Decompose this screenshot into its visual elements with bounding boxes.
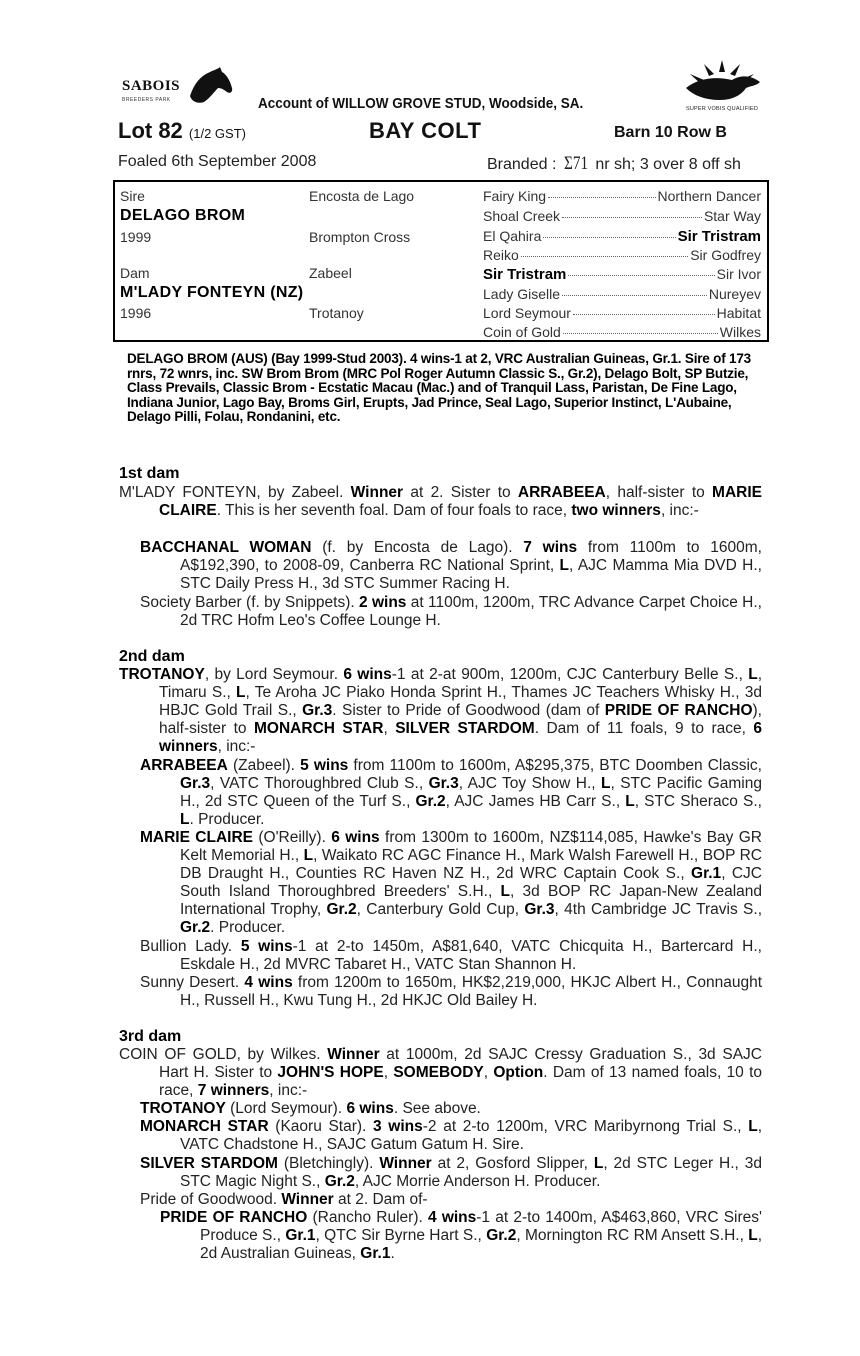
ancestor-row: Lady Giselle Nureyev [483, 286, 761, 302]
sabois-logo-text: SABOIS [122, 78, 181, 94]
progeny-entry: Bullion Lady. 5 wins-1 at 2-to 1450m, A$81,640, VATC Chicquita H., Bartercard H., Eskdale H., 2d MVRC Tabaret H., VATC Stan Shannon H. [140, 938, 762, 973]
sire-name: DELAGO BROM [120, 207, 246, 224]
sire-summary: DELAGO BROM (AUS) (Bay 1999-Stud 2003). 4 wins-1 at 2, VRC Australian Guineas, Gr.1. Sire of 173 rnrs, 72 wnrs, inc. SW Brom Brom (MRC Pol Roger Autumn Classic S., Gr.2), Delago Bolt, SP Butzie, Class Prevails, Classic Brom - Ecstatic Macau (Mac.) and of Tranquil Lass, Paristan, De Fine Lago, Indiana Junior, Lago Bay, Broms Girl, Erupts, Jad Prince, Seal Lago, Superior Instinct, L'Aubaine, Delago Pilli, Folau, Rondanini, etc. [127, 351, 751, 424]
ancestor-row: El Qahira Sir Tristram [483, 228, 761, 245]
dam-sire: Zabeel [309, 265, 352, 281]
dam-name: M'LADY FONTEYN (NZ) [120, 284, 304, 301]
second-dam-heading: 2nd dam [119, 648, 185, 665]
ancestor-row: Shoal Creek Star Way [483, 208, 761, 224]
dam-label: Dam [120, 265, 150, 281]
progeny-entry: Society Barber (f. by Snippets). 2 wins at 1100m, 1200m, TRC Advance Carpet Choice H., 2d TRC Hofm Leo's Coffee Lounge H. [140, 594, 762, 629]
second-dam-text: TROTANOY, by Lord Seymour. 6 wins-1 at 2-at 900m, 1200m, CJC Canterbury Belle S., L, Timaru S., L, Te Aroha JC Piako Honda Sprint H., Thames JC Teachers Whisky H., 3d HBJC Gold Trail S., Gr.3. Sister to Pride of Goodwood (dam of PRIDE OF RANCHO), half-sister to MONARCH STAR, SILVER STARDOM. Dam of 11 foals, 9 to race, 6 winners, inc:- [119, 666, 762, 755]
ancestor-row: Reiko Sir Godfrey [483, 247, 761, 263]
sire-dam: Brompton Cross [309, 229, 411, 245]
progeny-entry: TROTANOY (Lord Seymour). 6 wins. See above. [140, 1100, 481, 1117]
progeny-entry: SILVER STARDOM (Bletchingly). Winner at 2, Gosford Slipper, L, 2d STC Leger H., 3d STC Magic Night S., Gr.2, AJC Morrie Anderson H. Producer. [140, 1155, 762, 1190]
third-dam-text: COIN OF GOLD, by Wilkes. Winner at 1000m, 2d SAJC Cressy Graduation S., 3d SAJC Hart H. Sister to JOHN'S HOPE, SOMEBODY, Option. Dam of 13 named foals, 10 to race, 7 winners, inc:- [119, 1046, 762, 1099]
horse-head-icon [184, 66, 234, 106]
progeny-entry: PRIDE OF RANCHO (Rancho Ruler). 4 wins-1 at 2-to 1400m, A$463,860, VRC Sires' Produce S., Gr.1, QTC Sir Byrne Hart S., Gr.2, Mornington RC RM Ansett S.H., L, 2d Australian Guineas, Gr.1. [160, 1209, 762, 1262]
ancestor-row: Lord Seymour Habitat [483, 305, 761, 321]
vendor-account: Account of WILLOW GROVE STUD, Woodside, SA. [258, 95, 584, 112]
progeny-entry: MONARCH STAR (Kaoru Star). 3 wins-2 at 2-to 1200m, VRC Maribyrnong Trial S., L, VATC Chadstone H., SAJC Gatum Gatum H. Sire. [140, 1118, 762, 1153]
dam-dam: Trotanoy [309, 305, 364, 321]
lot-number [118, 118, 246, 144]
dam-year: 1996 [120, 305, 152, 321]
third-dam-heading: 3rd dam [119, 1028, 182, 1045]
progeny-entry: BACCHANAL WOMAN (f. by Encosta de Lago). 7 wins from 1100m to 1600m, A$192,390, to 2008-09, Canberra RC National Sprint, L, AJC Mamma Mia DVD H., STC Daily Press H., 3d STC Summer Racing H. [140, 539, 762, 592]
progeny-entry: Sunny Desert. 4 wins from 1200m to 1650m, HK$2,219,000, HKJC Albert H., Connaught H., Russell H., Kwu Tung H., 2d HKJC Old Bailey H. [140, 974, 762, 1009]
brand-mark: Σ71 [563, 153, 588, 174]
ancestor-row: Fairy King Northern Dancer [483, 188, 761, 204]
ancestor-row: Coin of Gold Wilkes [483, 324, 761, 340]
first-dam-text: M'LADY FONTEYN, by Zabeel. Winner at 2. Sister to ARRABEEA, half-sister to MARIE CLAIRE. This is her seventh foal. Dam of four foals to race, two winners, inc:- [119, 484, 762, 519]
lot-label: Lot 82 [118, 118, 183, 143]
pedigree-table [113, 180, 769, 342]
super-vobis-logo [676, 58, 768, 114]
page-title: BAY COLT [369, 118, 482, 143]
progeny-entry: Pride of Goodwood. Winner at 2. Dam of- [140, 1191, 428, 1208]
horse-silhouette-icon [676, 58, 768, 104]
branded-label: Branded : [487, 156, 557, 173]
progeny-entry: MARIE CLAIRE (O'Reilly). 6 wins from 1300m to 1600m, NZ$114,085, Hawke's Bay GR Kelt Memorial H., L, Waikato RC AGC Finance H., Mark Walsh Farewell H., BOP RC DB Draught H., Counties RC Haven NZ H., 2d WRC Captain Cook S., Gr.1, CJC South Island Thoroughbred Breeders' S.H., L, 3d BOP RC Japan-New Zealand International Trophy, Gr.2, Canterbury Gold Cup, Gr.3, 4th Cambridge JC Travis S., Gr.2. Producer. [140, 829, 763, 936]
sabois-logo [122, 66, 234, 108]
sire-sire: Encosta de Lago [309, 188, 415, 204]
barn-location: Barn 10 Row B [614, 124, 727, 141]
super-vobis-logo-sub: SUPER VOBIS QUALIFIED [685, 106, 759, 112]
sire-label: Sire [120, 188, 145, 204]
branded-detail: nr sh; 3 over 8 off sh [595, 156, 741, 173]
sabois-logo-sub: BREEDERS PARK [122, 97, 171, 103]
ancestor-row: Sir Tristram Sir Ivor [483, 266, 761, 283]
foaled-date: Foaled 6th September 2008 [118, 153, 317, 170]
first-dam-heading: 1st dam [119, 465, 180, 482]
sire-year: 1999 [120, 229, 152, 245]
gst-note: (1/2 GST) [188, 126, 246, 141]
branded-info [487, 153, 741, 175]
progeny-entry: ARRABEEA (Zabeel). 5 wins from 1100m to 1600m, A$295,375, BTC Doomben Classic, Gr.3, VATC Thoroughbred Club S., Gr.3, AJC Toy Show H., L, STC Pacific Gaming H., 2d STC Queen of the Turf S., Gr.2, AJC James HB Carr S., L, STC Sheraco S., L. Producer. [140, 757, 762, 828]
